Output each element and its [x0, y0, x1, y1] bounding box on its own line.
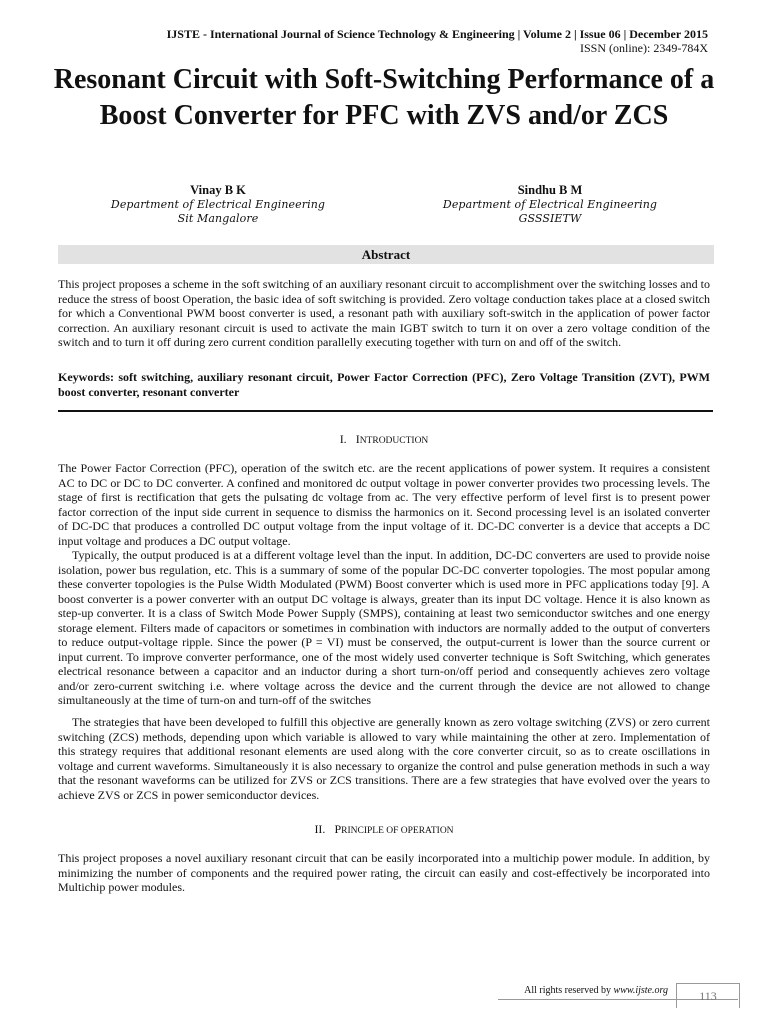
author-department: Department of Electrical Engineering	[442, 198, 658, 211]
paragraph: Typically, the output produced is at a different voltage level than the input. In addition, DC-DC converters are used to provide noise isolation, power bus regulation, etc. This is a summary of some of the popular DC-DC converter topologies. The most popular among these converter topologies is the Pulse Width Modulated (PWM) Boost converter which is used more in PFC applications today [9]. A boost converter is a power converter with an output DC voltage is always, greater than its input DC voltage. Hence it is also known as step-up converter. It is a class of Switch Mode Power Supply (SMPS), containing at least two semiconductor switches and one energy storage element. Filters made of capacitors or sometimes in combination with inductors are normally added to the output of converters to reduce output-voltage ripple. Since the power (P = VI) must be conserved, the output-current is lower than the source current or input current. To improve converter performance, one of the most widely used converter technique is Soft Switching, which generates electrical resonance between a capacitor and an inductor during a short turn-on/off period and consequently achieves zero voltage and/or zero-current switching i.e. where voltage across the device and the current through the device are not allowed to change simultaneously at the time of turn-on and turn-off of the switches	[58, 548, 710, 707]
paragraph: This project proposes a novel auxiliary resonant circuit that can be easily incorporated into a multichip power module. In addition, by minimizing the number of components and the required power rating, the circuit can easily and cost-effectively be incorporated into Multichip power modules.	[58, 851, 710, 894]
section-number: II.	[314, 822, 326, 836]
section-number: I.	[339, 432, 347, 446]
author-department: Department of Electrical Engineering	[110, 198, 326, 211]
page-number: 113	[676, 983, 740, 1008]
author-institution: GSSSIETW	[518, 212, 582, 225]
section-title-initial: P	[334, 822, 342, 836]
section-title-rest: NTRODUCTION	[359, 436, 429, 446]
section-heading-introduction	[58, 432, 710, 448]
paper-title: Resonant Circuit with Soft-Switching Performance of a Boost Converter for PFC with ZVS and/or ZCS	[53, 64, 715, 131]
keywords: Keywords: soft switching, auxiliary resonant circuit, Power Factor Correction (PFC), Zero Voltage Transition (ZVT), PWM boost converter, resonant converter	[58, 370, 710, 399]
journal-header: IJSTE - International Journal of Science Technology & Engineering | Volume 2 | Issue 06 | December 2015	[166, 27, 708, 41]
issn-line: ISSN (online): 2349-784X	[580, 41, 708, 55]
footer-rights	[524, 985, 668, 997]
section-title-rest: RINCIPLE OF OPERATION	[341, 826, 454, 836]
section-title-initial: I	[355, 432, 360, 446]
abstract-text: This project proposes a scheme in the soft switching of an auxiliary resonant circuit to accomplishment over the switching losses and to reduce the stress of boost Operation, the basic idea of soft switching is provided. Zero voltage conduction takes place at a closed switch for which a Conventional PWM boost converter is used, a resonant path with auxiliary soft-switch in the application of power factor correction. An auxiliary resonant circuit is used to activate the main IGBT switch to turn it on over a zero voltage condition of the switch and to turn it off during zero current condition parallelly executing together with turn on and off of the switch.	[58, 277, 710, 349]
author-block	[58, 183, 378, 226]
author-name: Sindhu B M	[517, 183, 583, 197]
website-link[interactable]: www.ijste.org	[613, 985, 668, 996]
author-name: Vinay B K	[190, 183, 246, 197]
section-divider	[58, 410, 713, 412]
section-heading-principle	[58, 822, 710, 838]
paragraph: The strategies that have been developed to fulfill this objective are generally known as zero voltage switching (ZVS) or zero current switching (ZCS) methods, depending upon which variable is allowed to vary while maintaining the other at zero. Implementation of this strategy requires that additional resonant elements are used along with the core converter circuit, so as to create oscillations in voltage and current waveforms. Simultaneously it is also necessary to organize the control and pulse generation methods in such a way that the resonant waveforms can be utilized for ZVS or ZCS transitions. There are a few strategies that have evolved over the years to achieve ZVS or ZCS in power semiconductor devices.	[58, 715, 710, 802]
abstract-heading: Abstract	[58, 245, 714, 264]
author-institution: Sit Mangalore	[177, 212, 259, 225]
paragraph: The Power Factor Correction (PFC), operation of the switch etc. are the recent applications of power system. It requires a consistent AC to DC or DC to DC converter. A confined and monitored dc output voltage in power converter provides two processing levels. The stage of first is rectification that gets the pulsating dc voltage from ac. The very effective perform of level first is to present power factor correction of the input side current in sequence to dismiss the harmonics on it. Second processing level is an isolated converter of DC-DC that produces a controlled DC output voltage from the input voltage of it. DC-DC converter is a device that accepts a DC input voltage and produces a DC output voltage.	[58, 461, 710, 548]
rights-text: All rights reserved by	[524, 985, 614, 996]
author-block	[390, 183, 710, 226]
